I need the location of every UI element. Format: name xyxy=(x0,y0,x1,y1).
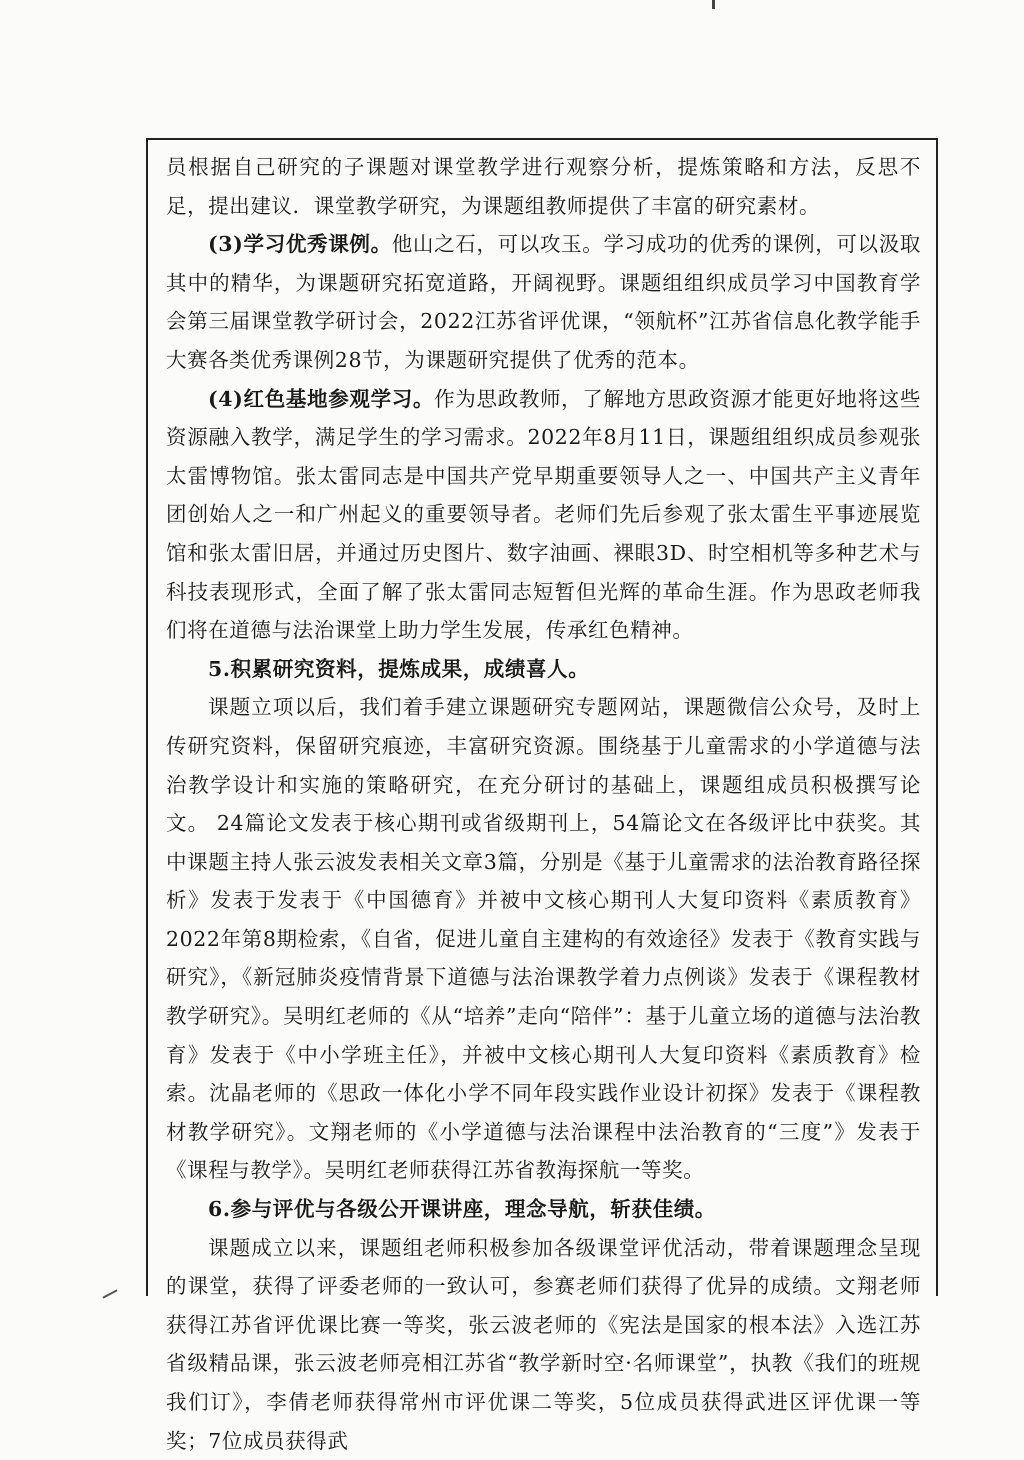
paragraph-text: 课题成立以来，课题组老师积极参加各级课堂评优活动，带着课题理念呈现的课堂，获得了评委老师的一致认可，参赛老师们获得了优异的成绩。文翔老师获得江苏省评优课比赛一等奖，张云波老师的《宪法是国家的根本法》入选江苏省级精品课，张云波老师亮相江苏省“教学新时空·名师课堂”，执教《我们的班规我们订》，李倩老师获得常州市评优课二等奖，5位成员获得武进区评优课一等奖；7位成员获得武 xyxy=(166,1235,921,1453)
paragraph-red-base-visit xyxy=(166,380,921,650)
paragraph-continuation xyxy=(166,148,921,225)
paragraph-text: 员根据自己研究的子课题对课堂教学进行观察分析，提炼策略和方法，反思不足，提出建议．课堂教学研究，为课题组教师提供了丰富的研究素材。 xyxy=(166,155,921,218)
paragraph-text: 课题立项以后，我们着手建立课题研究专题网站，课题微信公众号，及时上传研究资料，保留研究痕迹，丰富研究资源。围绕基于儿童需求的小学道德与法治教学设计和实施的策略研究，在充分研讨的基础上，课题组成员积极撰写论文。 24篇论文发表于核心期刊或省级期刊上，54篇论文在各级评比中获奖。其中课题主持人张云波发表相关文章3篇，分别是《基于儿童需求的法治教育路径探析》发表于发表于《中国德育》并被中文核心期刊人大复印资料《素质教育》2022年第8期检索，《自省，促进儿童自主建构的有效途径》发表于《教育实践与研究》，《新冠肺炎疫情背景下道德与法治课教学着力点例谈》发表于《课程教材教学研究》。吴明红老师的《从“培养”走向“陪伴”：基于儿童立场的道德与法治教育》发表于《中小学班主任》，并被中文核心期刊人大复印资料《素质教育》检索。沈晶老师的《思政一体化小学不同年段实践作业设计初探》发表于《课程教材教学研究》。文翔老师的《小学道德与法治课程中法治教育的“三度”》发表于《课程与教学》。吴明红老师获得江苏省教海探航一等奖。 xyxy=(166,695,921,1183)
paragraph-text: 他山之石，可以攻玉。学习成功的优秀的课例，可以汲取其中的精华，为课题研究拓宽道路，开阔视野。课题组组织成员学习中国教育学会第三届课堂教学研讨会，2022江苏省评优课，“领航杯”江苏省信息化教学能手大赛各类优秀课例28节，为课题研究提供了优秀的范本。 xyxy=(166,232,921,372)
paragraph-lead: (4)红色基地参观学习。 xyxy=(208,386,435,411)
paragraph-learning-cases xyxy=(166,225,921,379)
heading-text: 5.积累研究资料，提炼成果，成绩喜人。 xyxy=(208,656,590,681)
section-heading-6 xyxy=(166,1190,921,1229)
paragraph-awards xyxy=(166,1229,921,1460)
section-heading-5 xyxy=(166,650,921,689)
paragraph-research-materials xyxy=(166,688,921,1190)
heading-text: 6.参与评优与各级公开课讲座，理念导航，斩获佳绩。 xyxy=(208,1197,716,1222)
paragraph-lead: (3)学习优秀课例。 xyxy=(208,232,392,257)
document-body xyxy=(166,148,921,1460)
scan-mark xyxy=(102,1289,117,1298)
scan-mark xyxy=(712,0,715,9)
paragraph-text: 作为思政教师，了解地方思政资源才能更好地将这些资源融入教学，满足学生的学习需求。2022年8月11日，课题组组织成员参观张太雷博物馆。张太雷同志是中国共产党早期重要领导人之一、中国共产主义青年团创始人之一和广州起义的重要领导者。老师们先后参观了张太雷生平事迹展览馆和张太雷旧居，并通过历史图片、数字油画、裸眼3D、时空相机等多种艺术与科技表现形式，全面了解了张太雷同志短暂但光辉的革命生涯。作为思政老师我们将在道德与法治课堂上助力学生发展，传承红色精神。 xyxy=(166,386,921,643)
